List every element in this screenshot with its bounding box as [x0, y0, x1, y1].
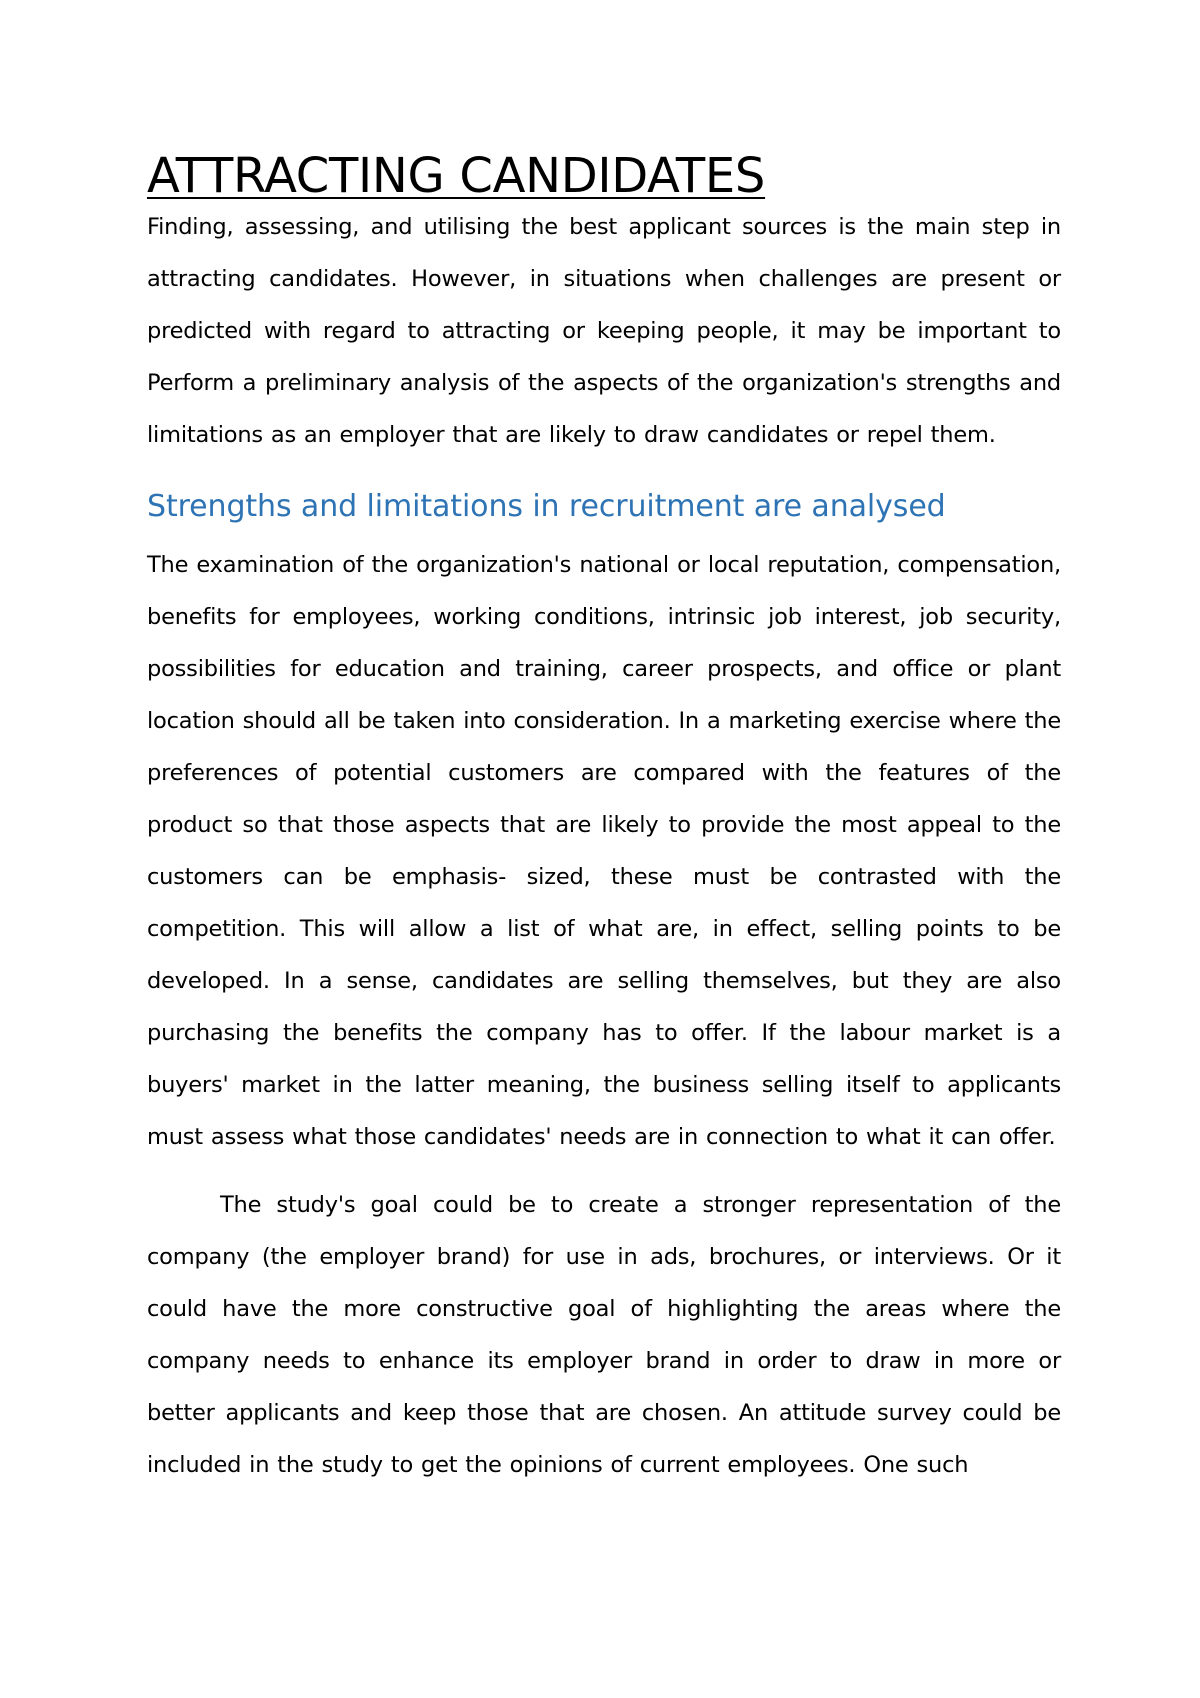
analysis-paragraph: The examination of the organization's national or local reputation, compensation, benefits for employees, working conditions, intrinsic job interest, job security, possibilities for education and training, career prospects, and office or plant location should all be taken into consideration. In a marketing exercise where the preferences of potential customers are compared with the features of the product so that those aspects that are likely to provide the most appeal to the customers can be emphasis- sized, these must be contrasted with the competition. This will allow a list of what are, in effect, selling points to be developed. In a sense, candidates are selling themselves, but they are also purchasing the benefits the company has to offer. If the labour market is a buyers' market in the latter meaning, the business selling itself to applicants must assess what those candidates' needs are in connection to what it can offer. — [147, 552, 1061, 1150]
intro-paragraph: Finding, assessing, and utilising the best applicant sources is the main step in attracting candidates. However, in situations when challenges are present or predicted with regard to attracting or keeping people, it may be important to Perform a preliminary analysis of the aspects of the organization's strengths and limitations as an employer that are likely to draw candidates or repel them. — [147, 214, 1061, 448]
document-title: ATTRACTING CANDIDATES — [147, 148, 766, 204]
section-heading: Strengths and limitations in recruitment are analysed — [147, 489, 946, 524]
study-paragraph: The study's goal could be to create a stronger representation of the company (the employer brand) for use in ads, brochures, or interviews. Or it could have the more constructive goal of highlighting the areas where the company needs to enhance its employer brand in order to draw in more or better applicants and keep those that are chosen. An attitude survey could be included in the study to get the opinions of current employees. One such — [147, 1192, 1061, 1478]
document-body — [147, 142, 1061, 1491]
